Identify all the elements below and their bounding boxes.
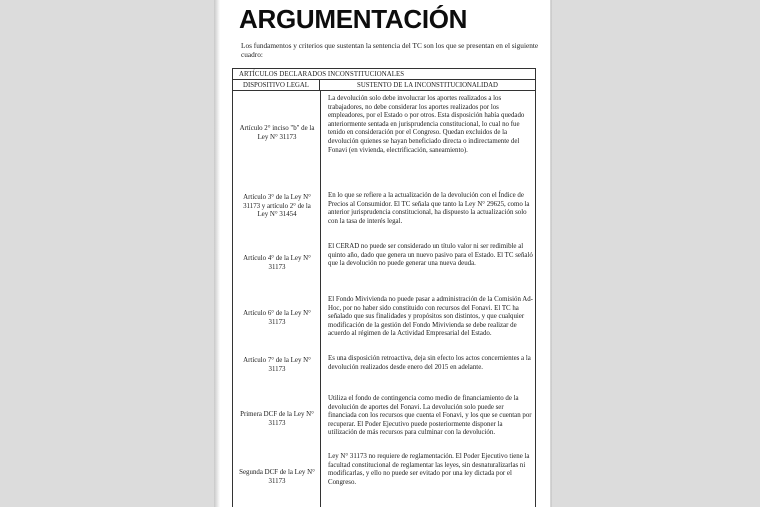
column-header-dispositivo: DISPOSITIVO LEGAL — [233, 80, 320, 90]
table-body — [233, 91, 535, 507]
articles-table — [232, 68, 536, 507]
column-divider — [320, 91, 321, 507]
dispositivo-cell: Primera DCF de la Ley N° 31173 — [240, 411, 314, 427]
table-header-row — [233, 80, 535, 91]
sustento-cell: El Fondo Mivivienda no puede pasar a administración de la Comisión Ad-Hoc, por no haber sido constituido con recursos del Fonavi. El TC ha señalado que sus finalidades y propósitos son distintos, y que cualquier modificación de la gestión del Fondo Mivivienda se debe realizar de acuerdo al régimen de la Actividad Empresarial del Estado. — [328, 296, 533, 338]
sustento-cell: Utiliza el fondo de contingencia como medio de financiamiento de la devolución de aportes del Fonavi. La devolución solo puede ser financiada con los recursos que cuenta el Fonavi, y los que se cuentan por recuperar. El Poder Ejecutivo puede posteriormente disponer la utilización de más recursos para culminar con la devolución. — [328, 395, 532, 437]
sustento-cell: La devolución solo debe involucrar los aportes realizados a los trabajadores, no debe considerar los aportes realizados por los empleadores, por el Estado o por otros. Esta disposición había quedado anteriormente sentada en jurisprudencia constitucional, lo cual no fue tenido en consideración por el Congreso. Quedan excluidos de la devolución quienes se hayan beneficiado directa o indirectamente del Fonavi (en vivienda, electrificación, saneamiento). — [328, 95, 525, 154]
sustento-cell: Es una disposición retroactiva, deja sin efecto los actos concernientes a la devolución realizados desde enero del 2015 en adelante. — [328, 355, 531, 371]
right-background — [552, 0, 760, 507]
table-title: ARTÍCULOS DECLARADOS INCONSTITUCIONALES — [233, 69, 535, 80]
dispositivo-cell: Artículo 7° de la Ley N° 31173 — [243, 357, 311, 373]
newspaper-clipping — [220, 0, 550, 507]
dispositivo-cell: Segunda DCF de la Ley N° 31173 — [239, 469, 315, 485]
dispositivo-cell: Artículo 2° inciso "b" de la Ley N° 31173 — [239, 125, 315, 141]
dispositivo-cell: Artículo 6° de la Ley N° 31173 — [243, 310, 311, 326]
section-heading: ARGUMENTACIÓN — [239, 4, 468, 34]
dispositivo-cell: Artículo 4° de la Ley N° 31173 — [243, 255, 311, 271]
column-header-sustento: SUSTENTO DE LA INCONSTITUCIONALIDAD — [357, 82, 498, 89]
sustento-cell: El CERAD no puede ser considerado un título valor ni ser redimible al quinto año, dado que genera un nuevo pasivo para el Estado. El TC señaló que la devolución no puede generar una nueva deuda. — [328, 243, 533, 268]
left-background — [0, 0, 216, 507]
dispositivo-cell: Artículo 3° de la Ley N° 31173 y artículo 2° de la Ley N° 31454 — [243, 194, 311, 219]
sustento-cell: Ley N° 31173 no requiere de reglamentación. El Poder Ejecutivo tiene la facultad constitucional de reglamentar las leyes, sin desnaturalizarlas ni modificarlas, y ello no puede ser evitado por una ley dictada por el Congreso. — [328, 453, 530, 486]
sustento-cell: En lo que se refiere a la actualización de la devolución con el Índice de Precios al Consumidor. El TC señala que tanto la Ley N° 29625, como la anterior jurisprudencia constitucional, ha dispuesto la actualización solo con la tasa de interés legal. — [328, 192, 530, 225]
intro-paragraph: Los fundamentos y criterios que sustentan la sentencia del TC son los que se presentan en el siguiente cuadro: — [241, 41, 539, 59]
